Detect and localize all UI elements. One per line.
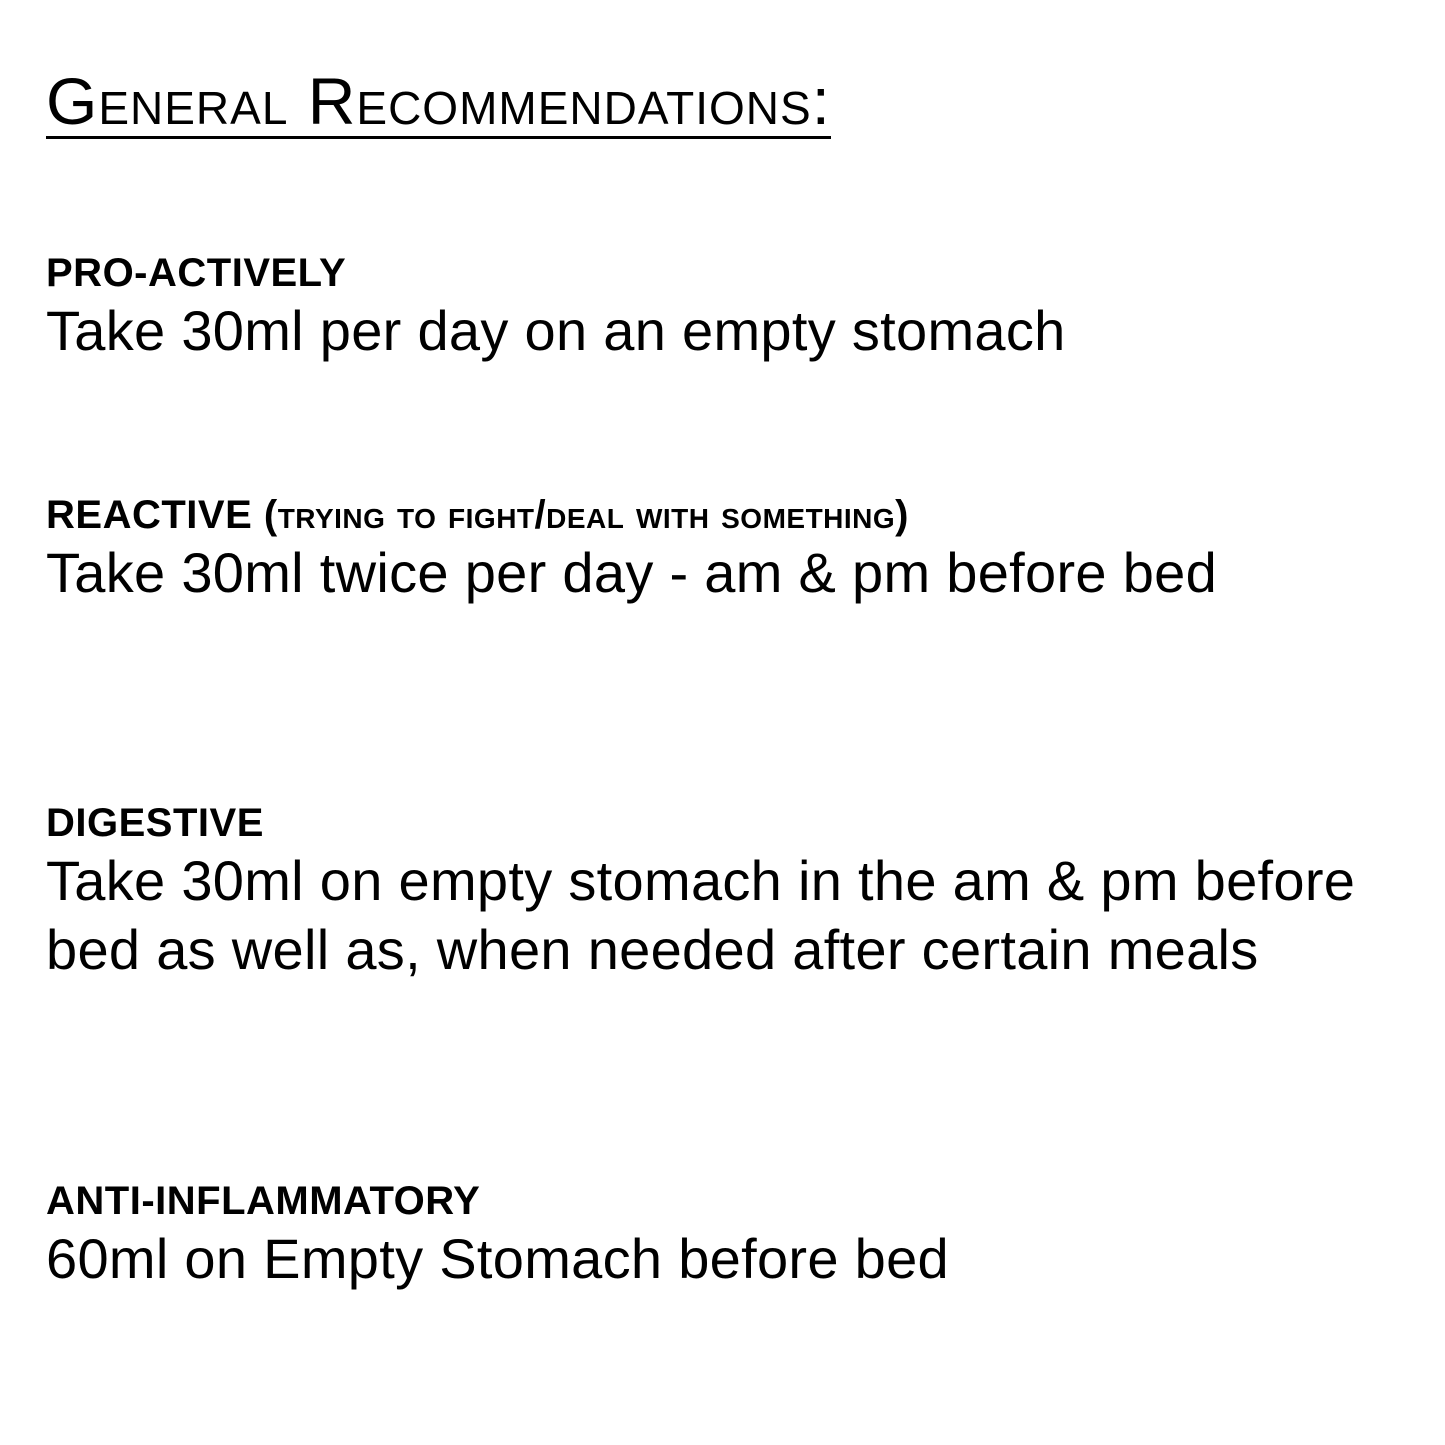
section-text: Take 30ml twice per day - am & pm before bed [46,541,1218,604]
section-text: 60ml on Empty Stomach before bed [46,1227,949,1290]
section-text: Take 30ml per day on an empty stomach [46,299,1066,362]
section-heading-label: REACTIVE [46,493,253,537]
recommendations-page [46,0,1416,1445]
section-heading [46,1178,1416,1224]
section-digestive [46,800,1416,984]
section-heading [46,492,1416,538]
section-text: Take 30ml on empty stomach in the am & pm before bed as well as, when needed after certain meals [46,849,1356,981]
section-heading-label: DIGESTIVE [46,801,264,845]
section-pro-actively [46,250,1416,365]
section-anti-inflammatory [46,1178,1416,1293]
section-heading-label: PRO-ACTIVELY [46,251,347,295]
section-heading [46,800,1416,846]
section-heading-label: ANTI-INFLAMMATORY [46,1179,481,1223]
section-subheading: (trying to fight/deal with something) [263,493,909,537]
page-title: General Recommendations: [46,64,832,138]
section-heading [46,250,1416,296]
section-reactive [46,492,1416,607]
